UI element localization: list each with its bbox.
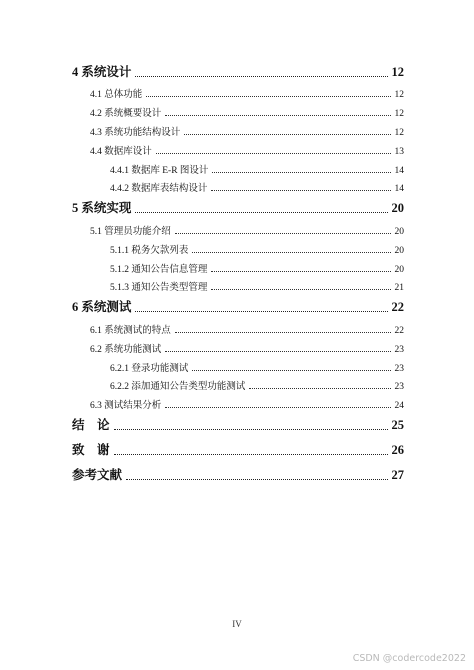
toc-entry-label: 4.2 系统概要设计 (90, 109, 162, 119)
toc-entry-page: 13 (394, 147, 404, 157)
toc-dot-leader (135, 311, 387, 312)
toc-entry-label: 致 谢 (72, 443, 110, 457)
toc-dot-leader (165, 407, 390, 408)
toc-entry-label: 6 系统测试 (72, 300, 132, 314)
toc-entry[interactable] (0, 120, 474, 138)
toc-entry-page: 20 (394, 265, 404, 275)
toc-dot-leader (211, 190, 390, 191)
toc-dot-leader (211, 271, 390, 272)
toc-entry[interactable] (0, 393, 474, 411)
toc-dot-leader (146, 96, 390, 97)
toc-entry-label: 6.2 系统功能测试 (90, 345, 162, 355)
toc-entry[interactable] (0, 62, 474, 80)
toc-entry-label: 4 系统设计 (72, 65, 132, 79)
toc-dot-leader (126, 479, 387, 480)
toc-entry-page: 20 (391, 201, 404, 215)
toc-entry-page: 12 (394, 128, 404, 138)
toc-entry-page: 27 (391, 468, 404, 482)
toc-entry[interactable] (0, 176, 474, 194)
toc-entry-page: 23 (394, 345, 404, 355)
toc-entry-page: 22 (391, 300, 404, 314)
toc-dot-leader (175, 233, 391, 234)
toc-entry-label: 结 论 (72, 418, 110, 432)
toc-dot-leader (184, 134, 390, 135)
toc-entry-page: 20 (394, 227, 404, 237)
toc-entry[interactable] (0, 374, 474, 392)
toc-entry[interactable] (0, 257, 474, 275)
toc-entry-label: 5.1.1 税务欠款列表 (110, 246, 189, 256)
toc-entry-page: 14 (394, 166, 404, 176)
toc-entry-label: 4.3 系统功能结构设计 (90, 128, 181, 138)
toc-entry-label: 4.4 数据库设计 (90, 147, 152, 157)
toc-entry-label: 参考文献 (72, 468, 123, 482)
toc-dot-leader (212, 172, 390, 173)
toc-dot-leader (135, 76, 387, 77)
toc-entry-page: 24 (394, 401, 404, 411)
toc-entry[interactable] (0, 198, 474, 216)
toc-entry-page: 12 (391, 65, 404, 79)
toc-dot-leader (211, 289, 390, 290)
toc-entry-label: 4.4.1 数据库 E-R 图设计 (110, 166, 209, 176)
toc-entry-page: 22 (394, 326, 404, 336)
toc-entry-label: 4.1 总体功能 (90, 90, 143, 100)
toc-dot-leader (165, 351, 390, 352)
toc-dot-leader (192, 370, 390, 371)
toc-entry-label: 5.1.3 通知公告类型管理 (110, 283, 208, 293)
toc-dot-leader (135, 212, 387, 213)
toc-entry[interactable] (0, 465, 474, 483)
toc-entry-label: 6.3 测试结果分析 (90, 401, 162, 411)
toc-entry-page: 23 (394, 364, 404, 374)
page-number: IV (232, 619, 242, 629)
toc-entry[interactable] (0, 219, 474, 237)
toc-dot-leader (249, 388, 390, 389)
toc-entry-label: 6.2.2 添加通知公告类型功能测试 (110, 382, 246, 392)
toc-entry-page: 23 (394, 382, 404, 392)
toc-entry-label: 5.1.2 通知公告信息管理 (110, 265, 208, 275)
toc-entry[interactable] (0, 318, 474, 336)
watermark: CSDN @codercode2022 (352, 653, 466, 664)
toc-entry[interactable] (0, 139, 474, 157)
toc-entry[interactable] (0, 297, 474, 315)
toc-entry[interactable] (0, 337, 474, 355)
toc-dot-leader (175, 332, 391, 333)
toc-entry[interactable] (0, 275, 474, 293)
toc-entry[interactable] (0, 101, 474, 119)
toc-dot-leader (165, 115, 390, 116)
toc-entry[interactable] (0, 415, 474, 433)
toc-entry[interactable] (0, 238, 474, 256)
toc-entry-page: 14 (394, 184, 404, 194)
toc-entry[interactable] (0, 356, 474, 374)
toc-entry-label: 5.1 管理员功能介绍 (90, 227, 171, 237)
toc-entry[interactable] (0, 82, 474, 100)
toc-dot-leader (114, 429, 388, 430)
toc-dot-leader (114, 454, 388, 455)
toc-entry-page: 20 (394, 246, 404, 256)
toc-dot-leader (156, 153, 391, 154)
toc-entry-label: 4.4.2 数据库表结构设计 (110, 184, 208, 194)
toc-entry-page: 26 (391, 443, 404, 457)
toc-entry-page: 21 (394, 283, 404, 293)
toc-entry-label: 6.2.1 登录功能测试 (110, 364, 189, 374)
toc-entry-page: 12 (394, 90, 404, 100)
toc-entry[interactable] (0, 158, 474, 176)
toc-entry-label: 6.1 系统测试的特点 (90, 326, 171, 336)
toc-entry-page: 12 (394, 109, 404, 119)
toc-entry-label: 5 系统实现 (72, 201, 132, 215)
toc-dot-leader (192, 252, 390, 253)
toc-entry-page: 25 (391, 418, 404, 432)
toc-entry[interactable] (0, 440, 474, 458)
